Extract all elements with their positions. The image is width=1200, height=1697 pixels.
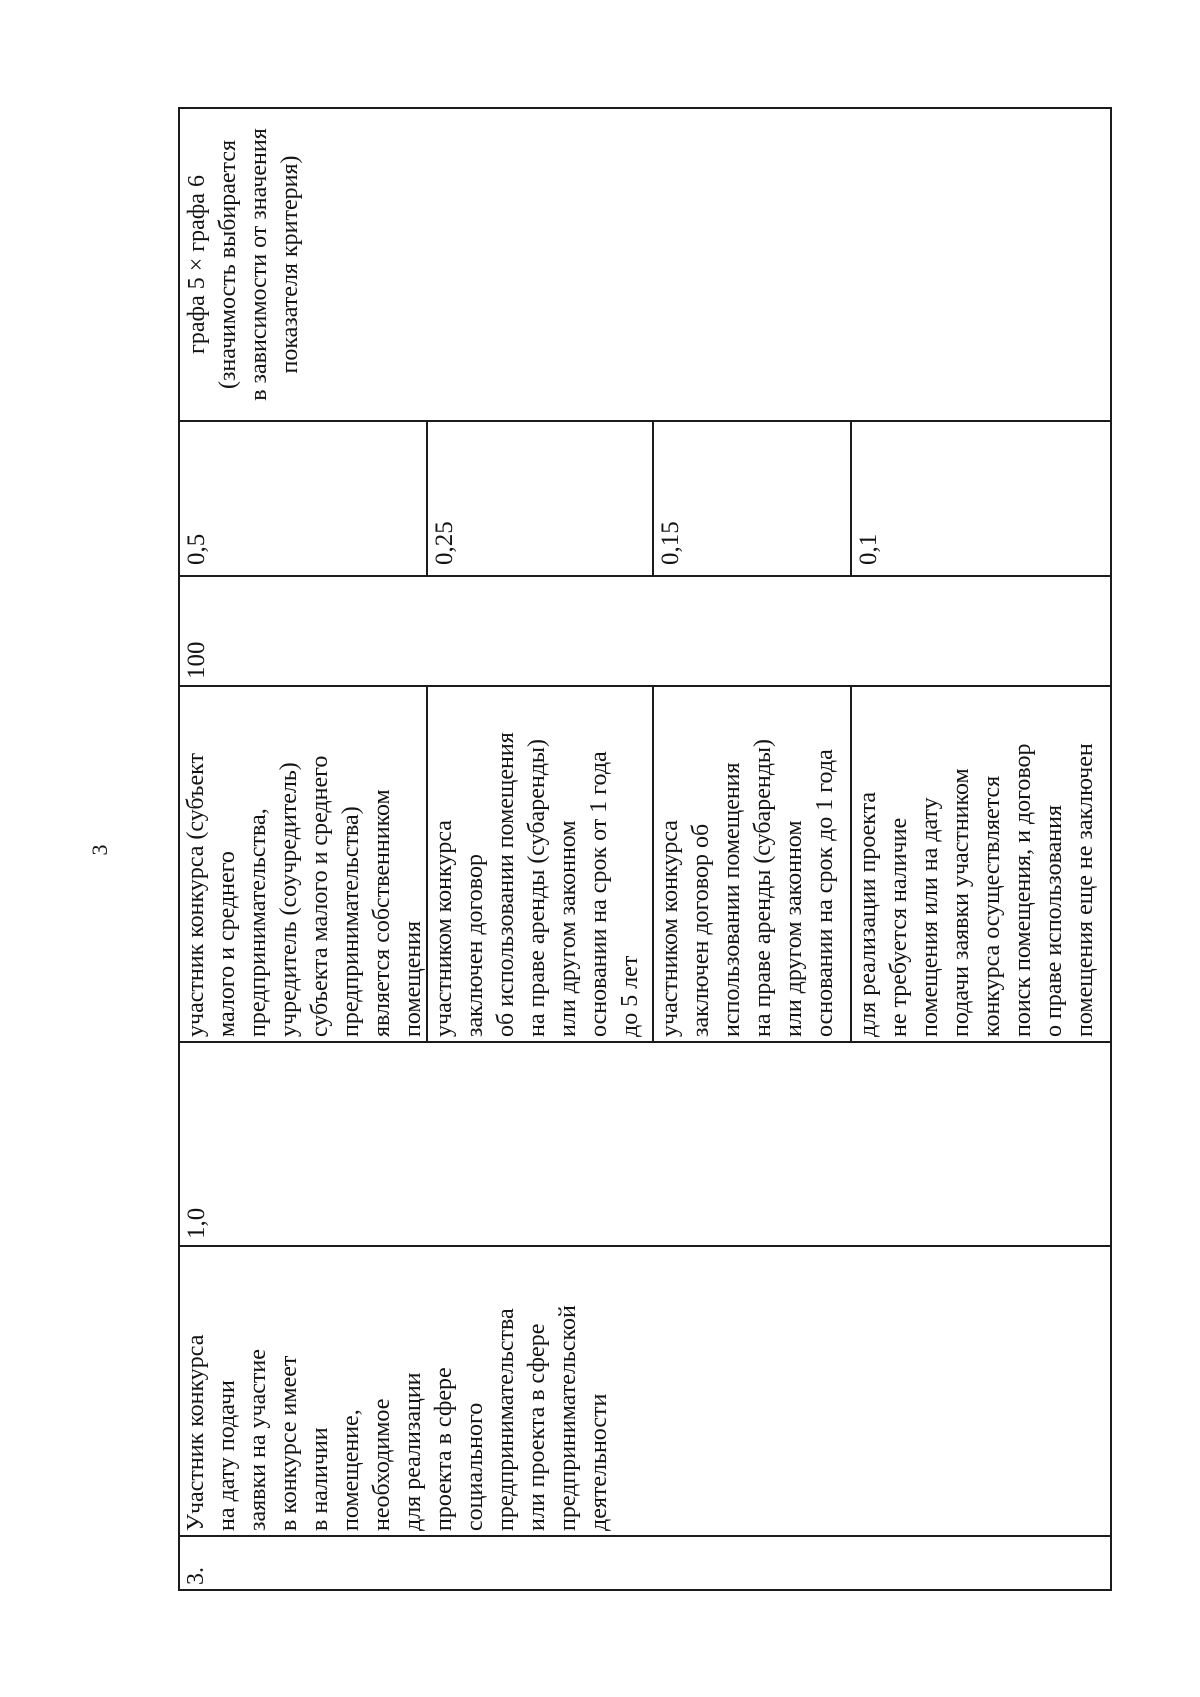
table-border-top xyxy=(178,107,180,1591)
criterion-line: социального xyxy=(462,1402,488,1531)
criteria-table-rotated xyxy=(178,107,1112,1591)
option-cell-3 xyxy=(652,687,850,1043)
criterion-line: для реализации xyxy=(400,1372,426,1531)
significance-cell-3 xyxy=(652,422,850,577)
criterion-cell xyxy=(178,1247,1112,1537)
significance-value: 0,25 xyxy=(431,521,458,565)
criterion-line: помещение, xyxy=(338,1409,364,1531)
option-divider xyxy=(426,687,428,1043)
option-line: заключен договор об xyxy=(688,823,714,1037)
option-line: конкурса осуществляется xyxy=(979,775,1005,1037)
option-cell-2 xyxy=(426,687,652,1043)
table-border-right xyxy=(178,108,1112,110)
formula-line: графа 5 × графа 6 xyxy=(184,175,210,354)
row-number: 3. xyxy=(183,1567,209,1585)
formula-line: в зависимости от значения xyxy=(246,128,272,401)
option-line: подачи заявки участником xyxy=(948,768,974,1037)
option-cell-1 xyxy=(178,687,426,1043)
option-line: или другом законном xyxy=(555,820,581,1037)
option-line: учредитель (соучредитель) xyxy=(276,762,302,1037)
option-line: участник конкурса (субъект xyxy=(183,753,209,1037)
option-line: является собственником xyxy=(369,789,395,1037)
column-divider xyxy=(178,421,1112,423)
option-divider xyxy=(850,687,852,1043)
option-line: субъекта малого и среднего xyxy=(307,755,333,1037)
option-line: об использовании помещения xyxy=(493,732,519,1037)
criterion-line: необходимое xyxy=(369,1398,395,1531)
column-divider xyxy=(178,1536,1112,1538)
significance-cell-2 xyxy=(426,422,652,577)
option-line: поиск помещения, и договор xyxy=(1010,743,1036,1037)
criterion-line: в конкурсе имеет xyxy=(276,1355,302,1531)
significance-divider xyxy=(426,422,428,577)
option-line: о праве использования xyxy=(1041,804,1067,1037)
option-line: основании на срок от 1 года xyxy=(586,751,612,1037)
significance-divider xyxy=(850,422,852,577)
option-divider xyxy=(652,687,654,1043)
criterion-line: Участник конкурса xyxy=(183,1334,209,1531)
criterion-line: проекта в сфере xyxy=(431,1367,457,1531)
significance-value: 0,1 xyxy=(855,533,882,565)
criterion-line: или проекта в сфере xyxy=(524,1323,550,1531)
column-divider xyxy=(178,576,1112,578)
criterion-line: предпринимательства xyxy=(493,1308,519,1531)
column-divider xyxy=(178,686,1112,688)
formula-line: (значимость выбирается xyxy=(215,139,241,390)
criterion-line: предпринимательской xyxy=(555,1305,581,1531)
option-line: использовании помещения xyxy=(719,762,745,1037)
option-cell-4 xyxy=(850,687,1112,1043)
option-line: или другом законном xyxy=(781,820,807,1037)
significance-cell-4 xyxy=(850,422,1112,577)
criterion-line: на дату подачи xyxy=(214,1380,240,1531)
option-line: на праве аренды (субаренды) xyxy=(750,738,776,1037)
page-number: 3 xyxy=(87,844,112,856)
option-line: малого и среднего xyxy=(214,851,240,1037)
option-line: основании на срок до 1 года xyxy=(812,749,838,1037)
option-line: не требуется наличие xyxy=(886,817,912,1037)
option-line: участником конкурса xyxy=(431,820,457,1037)
criteria-table xyxy=(178,107,1112,1591)
option-line: помещения xyxy=(400,920,426,1037)
weight-cell xyxy=(178,1043,1112,1247)
row-number-cell xyxy=(178,1537,1112,1591)
table-border-left xyxy=(178,1590,1112,1592)
formula-cell xyxy=(178,107,1112,422)
max-score-value: 100 xyxy=(183,641,210,679)
option-line: для реализации проекта xyxy=(855,791,881,1037)
criterion-line: в наличии xyxy=(307,1427,333,1531)
criterion-line: деятельности xyxy=(586,1393,612,1531)
weight-value: 1,0 xyxy=(183,1207,210,1239)
max-score-cell xyxy=(178,577,1112,687)
option-line: предпринимательства, xyxy=(245,808,271,1037)
table-border-bottom xyxy=(1110,107,1112,1591)
option-line: до 5 лет xyxy=(617,955,643,1037)
criterion-line: заявки на участие xyxy=(245,1349,271,1531)
formula-line: показателя критерия) xyxy=(277,155,303,374)
significance-divider xyxy=(652,422,654,577)
option-line: предпринимательства) xyxy=(338,806,364,1037)
column-divider xyxy=(178,1042,1112,1044)
option-line: на праве аренды (субаренды) xyxy=(524,738,550,1037)
option-line: помещения или на дату xyxy=(917,797,943,1037)
option-line: заключен договор xyxy=(462,854,488,1037)
significance-cell-1 xyxy=(178,422,426,577)
significance-value: 0,15 xyxy=(657,521,684,565)
column-divider xyxy=(178,1246,1112,1248)
significance-value: 0,5 xyxy=(183,533,210,565)
option-line: участником конкурса xyxy=(657,820,683,1037)
option-line: помещения еще не заключен xyxy=(1072,743,1098,1037)
